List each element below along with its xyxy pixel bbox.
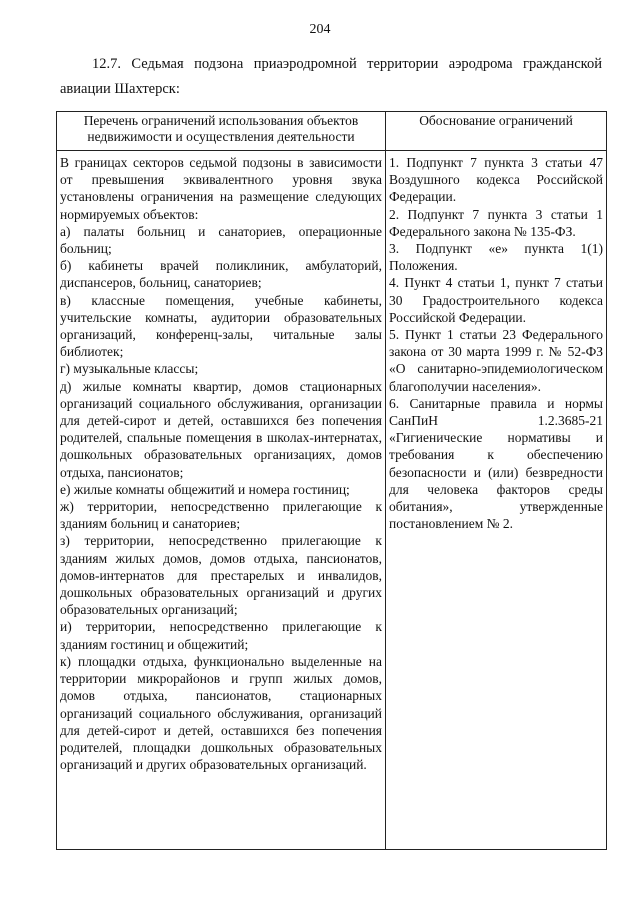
header-restrictions: Перечень ограничений использования объектов недвижимости и осуществления деятельности (57, 112, 386, 151)
restriction-item-e: е) жилые комнаты общежитий и номера гостиниц; (60, 481, 350, 497)
table-header-row (57, 112, 607, 151)
restriction-item-d: д) жилые комнаты квартир, домов стационарных организаций социального обслуживания, организации для детей-сирот и детей, оставшихся без попечения родителей, спальные помещения в школах-интернатах, дошкольных образовательных организациях, домов отдыха, пансионатов; (60, 378, 382, 480)
restriction-item-v: в) классные помещения, учебные кабинеты, учительские комнаты, аудитории образовательных организаций, конференц-залы, читальные залы библиотек; (60, 292, 382, 360)
justification-item-4: 4. Пункт 4 статьи 1, пункт 7 статьи 30 Градостроительного кодекса Российской Федерации. (389, 275, 603, 325)
section-heading: 12.7. Седьмая подзона приаэродромной территории аэродрома гражданской авиации Шахтерск: (60, 56, 602, 97)
restriction-item-b: б) кабинеты врачей поликлиник, амбулаторий, диспансеров, больниц, санаториев; (60, 258, 382, 291)
restriction-item-i: и) территории, непосредственно прилегающие к зданиям гостиниц и общежитий; (60, 619, 382, 652)
restriction-item-z: з) территории, непосредственно прилегающие к зданиям жилых домов, домов отдыха, пансионатов, домов-интернатов для престарелых и инвалидов, дошкольных образовательных организаций и других образовательных организаций; (60, 533, 382, 618)
page-number: 204 (309, 22, 331, 37)
justification-item-6: 6. Санитарные правила и нормы СанПиН 1.2.3685-21 «Гигиенические нормативы и требования к обеспечению безопасности и (или) безвредности для человека факторов среды обитания», утвержденные постановлением № 2. (389, 395, 603, 532)
header-justification: Обоснование ограничений (386, 112, 607, 151)
justification-item-2: 2. Подпункт 7 пункта 3 статьи 1 Федерального закона № 135-ФЗ. (389, 206, 603, 239)
restriction-item-a: а) палаты больниц и санаториев, операционные больниц; (60, 223, 382, 257)
restriction-item-k: к) площадки отдыха, функционально выделенные на территории микрорайонов и групп жилых домов, домов отдыха, пансионатов, стационарных организаций социального обслуживания, организаций для детей-сирот и детей, оставшихся без попечения родителей, площадки дошкольных образовательных организаций и других образовательных организаций. (60, 653, 382, 773)
table-row (57, 151, 607, 850)
restriction-item-zh: ж) территории, непосредственно прилегающие к зданиям больниц и санаториев; (60, 499, 382, 532)
justification-item-1: 1. Подпункт 7 пункта 3 статьи 47 Воздушного кодекса Российской Федерации. (389, 155, 603, 205)
restrictions-cell (57, 151, 386, 850)
restriction-item-g: г) музыкальные классы; (60, 361, 199, 377)
restrictions-table (56, 111, 607, 850)
justification-item-5: 5. Пункт 1 статьи 23 Федерального закона от 30 марта 1999 г. № 52-ФЗ «О санитарно-эпидемиологическом благополучии населения». (389, 327, 603, 394)
restriction-intro: В границах секторов седьмой подзоны в зависимости от превышения эквивалентного уровня звука установлены ограничения на размещение следующих нормируемых объектов: (60, 155, 382, 222)
justification-cell (386, 151, 607, 850)
justification-item-3: 3. Подпункт «е» пункта 1(1) Положения. (389, 241, 603, 274)
